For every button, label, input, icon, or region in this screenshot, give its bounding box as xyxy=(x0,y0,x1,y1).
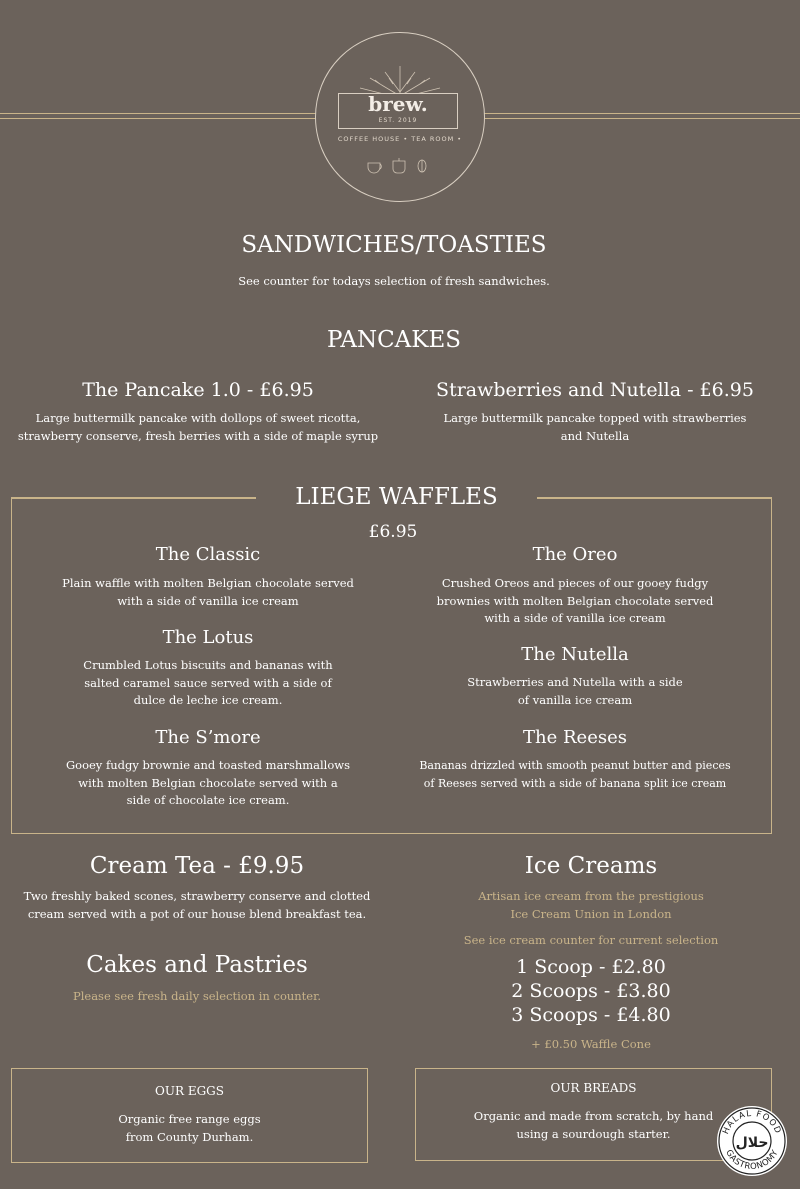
desc-line: Two freshly baked scones, strawberry conserve and clotted xyxy=(23,889,371,903)
cakes-desc: Please see fresh daily selection in counter. xyxy=(72,989,321,1003)
desc-line: using a sourdough starter. xyxy=(516,1126,671,1141)
waffle-item-name: The Oreo xyxy=(532,544,618,565)
waffle-item-desc xyxy=(395,757,755,792)
ice-cream-prices xyxy=(395,955,787,1027)
breads-title: OUR BREADS xyxy=(550,1081,637,1095)
desc-line: Bananas drizzled with smooth peanut butter and pieces xyxy=(419,759,731,772)
waffles-box-top-right xyxy=(537,497,772,499)
desc-line: Organic and made from scratch, by hand xyxy=(473,1109,714,1123)
waffle-item-desc xyxy=(11,757,405,810)
halal-badge-icon xyxy=(716,1105,788,1177)
waffle-item-desc xyxy=(395,674,755,709)
waffle-item-name: The S’more xyxy=(155,727,261,748)
desc-line: Ice Cream Union in London xyxy=(510,906,672,921)
pancakes-title: PANCAKES xyxy=(326,327,462,353)
ice-creams-desc xyxy=(395,888,787,923)
cream-tea-title: Cream Tea - £9.95 xyxy=(89,853,305,879)
pancake-item-name: The Pancake 1.0 - £6.95 xyxy=(82,379,314,401)
eggs-desc xyxy=(11,1111,368,1146)
desc-line: Large buttermilk pancake topped with strawberries xyxy=(443,411,747,425)
desc-line: Large buttermilk pancake with dollops of sweet ricotta, xyxy=(35,411,361,425)
ice-creams-note: See ice cream counter for current selection xyxy=(463,933,719,947)
waffles-title: LIEGE WAFFLES xyxy=(295,484,498,510)
pancake-item-desc xyxy=(0,410,396,445)
desc-line: Organic free range eggs xyxy=(118,1112,261,1126)
waffles-box-top-left xyxy=(11,497,256,499)
desc-line: side of chocolate ice cream. xyxy=(126,793,290,807)
waffle-item-desc xyxy=(395,575,755,628)
desc-line: Artisan ice cream from the prestigious xyxy=(478,889,704,903)
ice-cream-price: 1 Scoop - £2.80 xyxy=(516,956,666,978)
eggs-title: OUR EGGS xyxy=(155,1084,224,1098)
desc-line: of Reeses served with a side of banana split ice cream xyxy=(423,776,727,790)
desc-line: of vanilla ice cream xyxy=(517,692,633,707)
desc-line: strawberry conserve, fresh berries with a side of maple syrup xyxy=(17,428,379,443)
cream-tea-desc xyxy=(0,888,394,923)
cakes-title: Cakes and Pastries xyxy=(86,952,308,978)
desc-line: from County Durham. xyxy=(125,1129,254,1144)
pancake-item-name: Strawberries and Nutella - £6.95 xyxy=(436,379,754,401)
logo-name: brew. xyxy=(368,92,428,116)
ice-cream-price: 2 Scoops - £3.80 xyxy=(511,980,671,1002)
waffle-cone-extra: + £0.50 Waffle Cone xyxy=(531,1037,651,1051)
sandwiches-desc: See counter for todays selection of fresh sandwiches. xyxy=(238,274,550,288)
logo-est: EST. 2019 xyxy=(378,117,418,124)
ice-cream-price: 3 Scoops - £4.80 xyxy=(511,1004,671,1026)
pancake-item-desc xyxy=(395,410,795,445)
halal-center-text: حلال xyxy=(735,1135,769,1151)
desc-line: Strawberries and Nutella with a side xyxy=(467,675,683,689)
desc-line: Crushed Oreos and pieces of our gooey fudgy xyxy=(441,576,709,590)
desc-line: Gooey fudgy brownie and toasted marshmallows xyxy=(65,758,351,772)
desc-line: salted caramel sauce served with a side of xyxy=(84,675,332,690)
desc-line: dulce de leche ice cream. xyxy=(133,693,283,707)
desc-line: and Nutella xyxy=(560,428,630,443)
waffle-item-name: The Lotus xyxy=(162,627,254,648)
halal-top-text: HALAL FOOD xyxy=(721,1108,783,1136)
desc-line: with molten Belgian chocolate served with a xyxy=(78,775,338,790)
cup-icons xyxy=(360,155,440,175)
desc-line: Crumbled Lotus biscuits and bananas with xyxy=(83,658,333,672)
waffle-item-desc xyxy=(11,575,405,610)
desc-line: Plain waffle with molten Belgian chocolate served xyxy=(62,576,354,590)
desc-line: brownies with molten Belgian chocolate served xyxy=(436,593,714,608)
waffle-item-name: The Nutella xyxy=(521,644,629,665)
waffle-item-desc xyxy=(11,657,405,710)
logo-tagline: COFFEE HOUSE • TEA ROOM • xyxy=(337,135,463,143)
desc-line: with a side of vanilla ice cream xyxy=(484,611,666,625)
waffle-item-name: The Reeses xyxy=(523,727,627,748)
sandwiches-title: SANDWICHES/TOASTIES xyxy=(241,232,547,258)
ice-creams-title: Ice Creams xyxy=(524,853,658,879)
desc-line: cream served with a pot of our house blend breakfast tea. xyxy=(27,906,367,921)
waffles-price: £6.95 xyxy=(368,522,418,542)
desc-line: with a side of vanilla ice cream xyxy=(117,593,299,608)
waffle-item-name: The Classic xyxy=(155,544,261,565)
halal-bottom-text: GASTRONOMY xyxy=(723,1148,781,1173)
